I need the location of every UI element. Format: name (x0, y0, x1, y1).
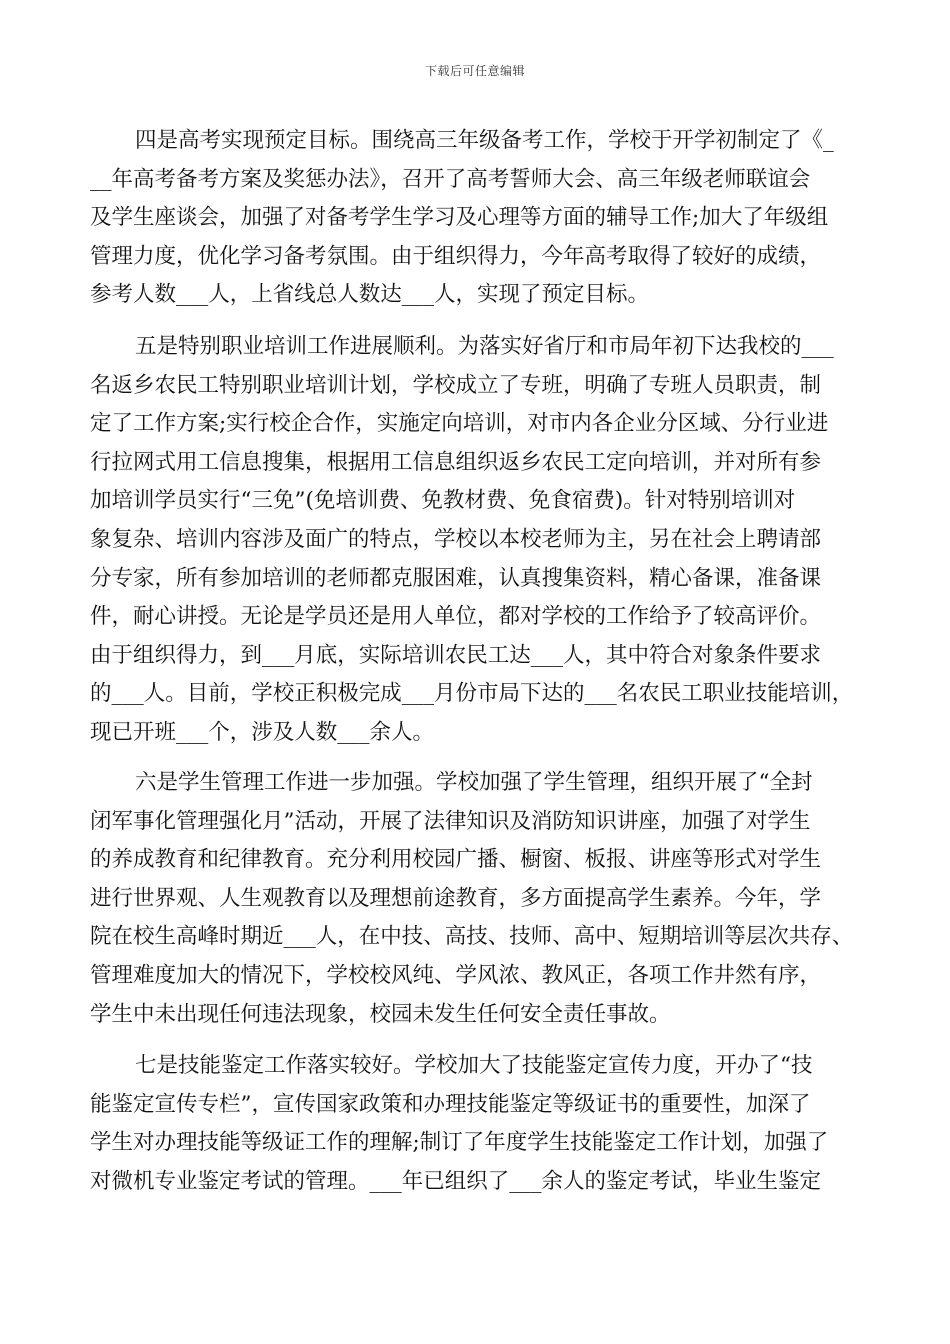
paragraph-line: 学生中未出现任何违法现象，校园未发生任何安全责任事故。 (90, 1001, 671, 1027)
paragraph-line: 及学生座谈会，加强了对备考学生学习及心理等方面的辅导工作;加大了年级组 (90, 205, 829, 231)
paragraph-line: 五是特别职业培训工作进展顺利。为落实好省厅和市局年初下达我校的___ (135, 334, 834, 359)
paragraph-line: 能鉴定宣传专栏”，宣传国家政策和办理技能鉴定等级证书的重要性，加深了 (90, 1091, 811, 1117)
page-header: 下载后可任意编辑 (424, 64, 525, 78)
paragraph-line: 象复杂、培训内容涉及面广的特点，学校以本校老师为主，另在社会上聘请部 (90, 526, 822, 552)
paragraph-line: 行拉网式用工信息搜集，根据用工信息组织返乡农民工定向培训，并对所有参 (90, 449, 822, 475)
paragraph-7-skill-certification (90, 1047, 828, 1201)
paragraph-line: 由于组织得力，到___月底，实际培训农民工达___人，其中符合对象条件要求 (90, 642, 822, 668)
paragraph-line: 分专家，所有参加培训的老师都克服困难，认真搜集资料，精心备课，准备课 (90, 565, 822, 591)
paragraph-6-student-management (90, 764, 853, 1034)
paragraph-line: 的___人。目前，学校正积极完成___月份市局下达的___名农民工职业技能培训， (90, 681, 854, 707)
paragraph-line: 四是高考实现预定目标。围绕高三年级备考工作，学校于开学初制定了《_ (135, 128, 834, 153)
paragraph-line: 对微机专业鉴定考试的管理。___年已组织了___余人的鉴定考试，毕业生鉴定 (90, 1168, 822, 1194)
paragraph-line: 进行世界观、人生观教育以及理想前途教育，多方面提高学生素养。今年，学 (90, 885, 822, 911)
paragraph-line: 管理难度加大的情况下，学校校风纯、学风浓、教风正，各项工作井然有序， (90, 962, 822, 988)
paragraph-line: 闭军事化管理强化月”活动，开展了法律知识及消防知识讲座，加强了对学生 (90, 808, 811, 834)
paragraph-line: 的养成教育和纪律教育。充分利用校园广播、橱窗、板报、讲座等形式对学生 (90, 847, 822, 873)
paragraph-line: 定了工作方案;实行校企合作，实施定向培训，对市内各企业分区域、分行业进 (90, 411, 829, 437)
paragraph-line: 六是学生管理工作进一步加强。学校加强了学生管理，组织开展了“全封 (135, 770, 813, 795)
paragraph-line: 现已开班___个，涉及人数___余人。 (90, 719, 435, 745)
paragraph-line: 管理力度，优化学习备考氛围。由于组织得力，今年高考取得了较好的成绩， (90, 243, 822, 269)
paragraph-line: 参考人数___人，上省线总人数达___人，实现了预定目标。 (90, 282, 650, 308)
paragraph-4-college-entrance-exam (90, 122, 834, 315)
paragraph-line: 加培训学员实行“三免”(免培训费、免教材费、免食宿费)。针对特别培训对 (90, 488, 796, 514)
paragraph-line: 七是技能鉴定工作落实较好。学校加大了技能鉴定宣传力度，开办了“技 (135, 1053, 813, 1078)
paragraph-line: 件，耐心讲授。无论是学员还是用人单位，都对学校的工作给予了较高评价。 (90, 604, 822, 630)
paragraph-line: __年高考备考方案及奖惩办法》，召开了高考誓师大会、高三年级老师联谊会 (90, 166, 811, 192)
paragraph-line: 院在校生高峰时期近___人，在中技、高技、技师、高中、短期培训等层次共存、 (90, 924, 854, 950)
paragraph-line: 学生对办理技能等级证工作的理解;制订了年度学生技能鉴定工作计划，加强了 (90, 1130, 829, 1156)
paragraph-5-vocational-training (90, 328, 853, 753)
paragraph-line: 名返乡农民工特别职业培训计划，学校成立了专班，明确了专班人员职责，制 (90, 372, 822, 398)
